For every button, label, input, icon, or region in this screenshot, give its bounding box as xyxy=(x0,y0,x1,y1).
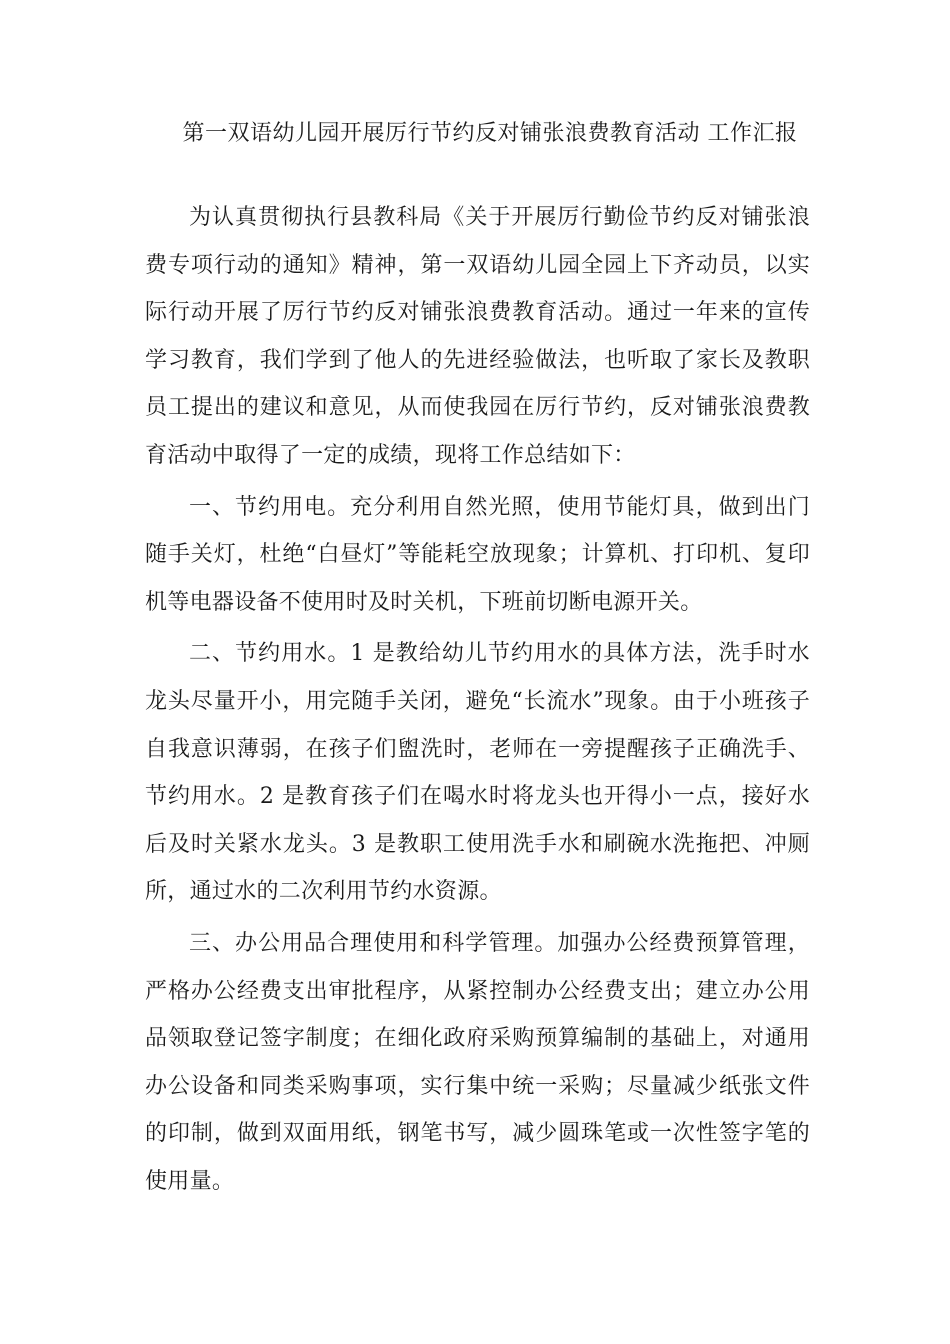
paragraph-office-supplies: 三、办公用品合理使用和科学管理。加强办公经费预算管理，严格办公经费支出审批程序，从紧控制办公经费支出；建立办公用品领取登记签字制度；在细化政府采购预算编制的基础上，对通用办公设备和同类采购事项，实行集中统一采购；尽量减少纸张文件的印制，做到双面用纸，钢笔书写，减少圆珠笔或一次性签字笔的使用量。 xyxy=(145,930,810,1194)
paragraph-water: 二、节约用水。1 是教给幼儿节约用水的具体方法，洗手时水龙头尽量开小，用完随手关闭，避免“长流水”现象。由于小班孩子自我意识薄弱，在孩子们盥洗时，老师在一旁提醒孩子正确洗手、节约用水。2 是教育孩子们在喝水时将龙头也开得小一点，接好水后及时关紧水龙头。3 是教职工使用洗手水和刷碗水洗拖把、冲厕所，通过水的二次利用节约水资源。 xyxy=(145,641,810,905)
paragraph-intro: 为认真贯彻执行县教科局《关于开展厉行勤俭节约反对铺张浪费专项行动的通知》精神，第一双语幼儿园全园上下齐动员，以实际行动开展了厉行节约反对铺张浪费教育活动。通过一年来的宣传学习教育，我们学到了他人的先进经验做法，也听取了家长及教职员工提出的建议和意见，从而使我园在厉行节约，反对铺张浪费教育活动中取得了一定的成绩，现将工作总结如下： xyxy=(145,205,810,468)
document-title: 第一双语幼儿园开展厉行节约反对铺张浪费教育活动 工作汇报 xyxy=(182,121,798,146)
document-body xyxy=(145,194,810,1205)
paragraph-electricity: 一、节约用电。充分利用自然光照，使用节能灯具，做到出门随手关灯，杜绝“白昼灯”等能耗空放现象；计算机、打印机、复印机等电器设备不使用时及时关机，下班前切断电源开关。 xyxy=(145,494,810,615)
